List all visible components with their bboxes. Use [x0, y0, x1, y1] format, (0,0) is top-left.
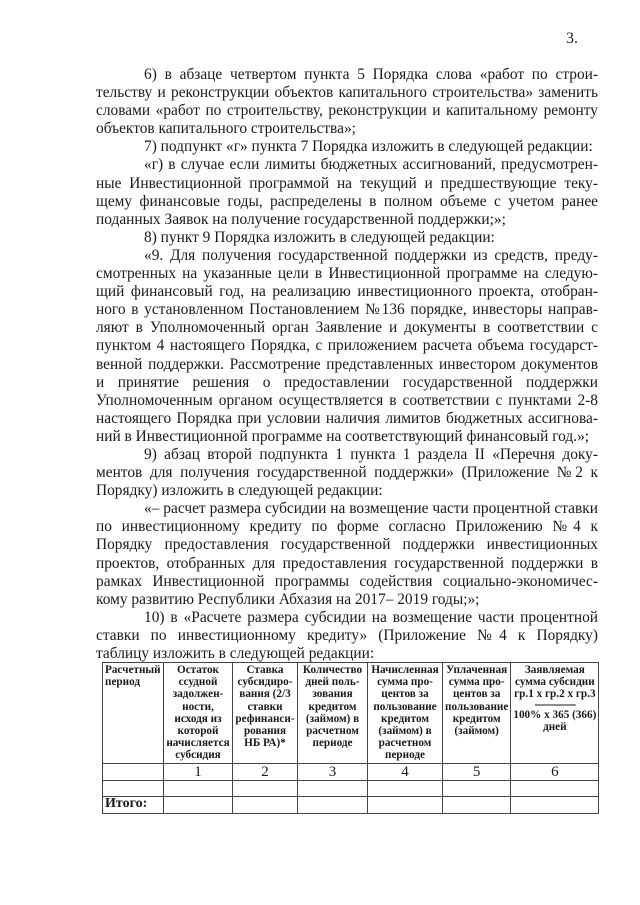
cell [368, 796, 443, 813]
cell [233, 780, 298, 796]
text-line: щему финансовые годы, распределены в полном объеме с учетом ранее [96, 192, 598, 210]
text-line: поданных Заявок на получение государственной поддержки;»; [96, 210, 506, 228]
text-line: 8) пункт 9 Порядка изложить в следующей редакции: [144, 228, 495, 246]
cell: 5 [443, 763, 511, 780]
header-loan-balance: Остаток ссудной задолжен-ности, исходя из которой начисляется субсидия [164, 663, 233, 764]
text-line: щий финансовый год, на реализацию инвестиционного проекта, отобран- [96, 283, 598, 301]
formula-denominator: 100% х 365 (366) дней [513, 708, 597, 733]
text-line: «г) в случае если лимиты бюджетных ассигнований, предусмотрен- [144, 156, 598, 174]
text-line: 10) в «Расчете размера субсидии на возмещение части процентной [144, 608, 598, 626]
text-line: ляют в Уполномоченный орган Заявление и документы в соответствии с [96, 319, 598, 337]
text-line: по инвестиционному кредиту по форме согласно Приложению №4 к [96, 518, 598, 536]
header-days: Количество дней поль-зования кредитом (займом) в расчетном периоде [298, 663, 368, 764]
page-number: 3. [566, 30, 578, 47]
cell [443, 780, 511, 796]
subsidy-calculation-table [102, 662, 599, 814]
column-number-row [103, 763, 599, 780]
text-line: ментов для получения государственной поддержки» (Приложение №2 к [96, 464, 598, 482]
text-line: тельству и реконструкции объектов капитального строительства» заменить [96, 84, 598, 102]
header-paid-interest: Уплаченная сумма про-центов за пользование кредитом (займом) [443, 663, 511, 764]
cell [233, 796, 298, 813]
text-line: смотренных на указанные цели в Инвестиционной программе на следую- [96, 265, 598, 283]
cell: 6 [511, 763, 599, 780]
text-line: Порядку предоставления государственной поддержки инвестиционных [96, 536, 598, 554]
cell [511, 796, 599, 813]
text-line: настоящего Порядка при условии наличия лимитов бюджетных ассигнова- [96, 409, 598, 427]
cell: 1 [164, 763, 233, 780]
text-line: и принятие решения о предоставлении государственной поддержки [96, 373, 598, 391]
table-header-row [103, 663, 599, 764]
text-line: кому развитию Республики Абхазия на 2017– 2019 годы;»; [96, 590, 480, 608]
text-line: таблицу изложить в следующей редакции: [96, 645, 375, 662]
cell [443, 796, 511, 813]
cell: 3 [298, 763, 368, 780]
cell [511, 780, 599, 796]
formula-divider: --------------- [534, 698, 576, 711]
cell: 4 [368, 763, 443, 780]
empty-row [103, 780, 599, 796]
text-line: Порядку) изложить в следующей редакции: [96, 482, 383, 500]
total-label: Итого: [103, 796, 164, 813]
header-claimed-subsidy [511, 663, 599, 764]
text-line: «– расчет размера субсидии на возмещение части процентной ставки [144, 500, 598, 518]
cell [103, 780, 164, 796]
text-line: рамках Инвестиционной программы содействия социально-экономичес- [96, 572, 598, 590]
formula-numerator: Заявляемая сумма субсидии гр.1 х гр.2 х гр.3 [514, 664, 596, 701]
document-body [96, 66, 598, 663]
text-line: 6) в абзаце четвертом пункта 5 Порядка слова «работ по строи- [144, 66, 598, 83]
text-line: объектов капитального строительства»; [96, 120, 356, 138]
cell [368, 780, 443, 796]
text-line: ставки по инвестиционному кредиту» (Приложение №4 к Порядку) [96, 626, 598, 644]
text-line: ний в Инвестиционной программе на соответствующий финансовый год.»; [96, 427, 590, 445]
cell [298, 780, 368, 796]
cell [103, 763, 164, 780]
header-period: Расчетный период [103, 663, 164, 764]
cell: 2 [233, 763, 298, 780]
text-line: 7) подпункт «г» пункта 7 Порядка изложить в следующей редакции: [144, 138, 593, 156]
text-line: пунктом 4 настоящего Порядка, с приложением расчета объема государст- [96, 337, 598, 355]
text-line: Уполномоченным органом осуществляется в соответствии с пунктами 2-8 [96, 391, 598, 409]
text-line: ного в установленном Постановлением №136 порядке, инвесторы направ- [96, 301, 598, 319]
header-accrued-interest: Начисленная сумма про-центов за пользование кредитом (займом) в расчетном периоде [368, 663, 443, 764]
text-line: 9) абзац второй подпункта 1 пункта 1 раздела II «Перечня доку- [144, 445, 598, 463]
cell [164, 796, 233, 813]
text-line: «9. Для получения государственной поддержки из средств, преду- [144, 246, 598, 264]
total-row [103, 796, 599, 813]
text-line: словами «работ по строительству, реконструкции и капитальному ремонту [96, 102, 598, 120]
text-line: венной поддержки. Рассмотрение представленных инвестором документов [96, 355, 598, 373]
cell [164, 780, 233, 796]
text-line: ные Инвестиционной программой на текущий и предшествующие теку- [96, 174, 598, 192]
cell [298, 796, 368, 813]
header-subsidy-rate: Ставка субсидиро-вания (2/3 ставки рефинанси-рования НБ РА)* [233, 663, 298, 764]
text-line: проектов, отобранных для предоставления государственной поддержки в [96, 554, 598, 572]
